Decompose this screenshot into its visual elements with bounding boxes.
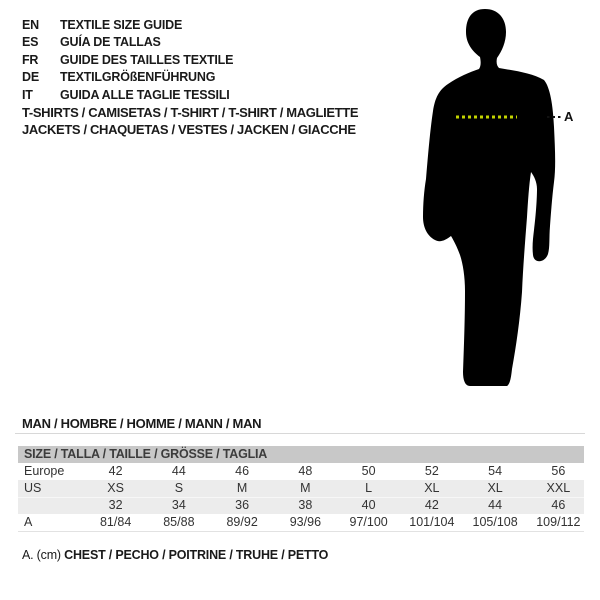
size-cell: 38: [298, 498, 313, 512]
lang-label: GUÍA DE TALLAS: [60, 35, 161, 50]
lang-code: FR: [22, 52, 39, 67]
footnote-text: CHEST / PECHO / POITRINE / TRUHE / PETTO: [64, 548, 329, 562]
lang-row-es: [22, 34, 233, 51]
size-cell: XL: [424, 481, 440, 495]
lang-code: IT: [22, 87, 33, 102]
size-cell: 42: [424, 498, 439, 512]
lang-row-de: [22, 69, 233, 86]
language-guide-list: [22, 17, 233, 104]
size-table-header: SIZE / TALLA / TAILLE / GRÖSSE / TAGLIA: [18, 446, 584, 463]
lang-code: DE: [22, 70, 39, 85]
category-line-tshirts: T-SHIRTS / CAMISETAS / T-SHIRT / T-SHIRT / MAGLIETTE: [22, 105, 359, 120]
row-label: [18, 497, 84, 514]
man-silhouette-image: [420, 5, 590, 395]
size-cell: 46: [551, 498, 566, 512]
size-cell: 54: [488, 464, 503, 478]
lang-label: GUIDA ALLE TAGLIE TESSILI: [60, 87, 230, 102]
table-row-europe: [18, 463, 584, 480]
size-cell: 105/108: [472, 515, 518, 529]
measurement-footnote: [22, 548, 328, 562]
category-line-jackets: JACKETS / CHAQUETAS / VESTES / JACKEN / GIACCHE: [22, 122, 356, 137]
table-row-uk: [18, 497, 584, 514]
table-row-chest-a: [18, 514, 584, 531]
size-cell: 48: [298, 464, 313, 478]
size-cell: 50: [361, 464, 376, 478]
garment-categories: [22, 104, 358, 138]
size-cell: 44: [488, 498, 503, 512]
row-label: Europe: [24, 464, 65, 478]
size-cell: 34: [171, 498, 186, 512]
size-cell: 36: [235, 498, 250, 512]
man-measurement-figure: [420, 5, 590, 395]
size-cell: 97/100: [349, 515, 388, 529]
size-cell: 81/84: [99, 515, 132, 529]
size-cell: 101/104: [409, 515, 455, 529]
lang-code: EN: [22, 18, 39, 32]
size-table: [18, 446, 584, 532]
lang-row-en: [22, 17, 233, 34]
size-cell: 44: [171, 464, 186, 478]
lang-code: ES: [22, 35, 39, 50]
man-silhouette: [423, 9, 555, 386]
horizontal-divider: [15, 433, 585, 434]
size-cell: XXL: [546, 481, 571, 495]
size-cell: 40: [361, 498, 376, 512]
size-cell: XS: [107, 481, 124, 495]
size-cell: 46: [235, 464, 250, 478]
size-cell: 85/88: [163, 515, 195, 529]
size-cell: 109/112: [536, 515, 581, 529]
size-cell: 42: [108, 464, 123, 478]
lang-label: TEXTILE SIZE GUIDE: [60, 18, 183, 32]
lang-label: GUIDE DES TAILLES TEXTILE: [60, 52, 234, 67]
footnote-prefix: A. (cm): [22, 548, 65, 562]
lang-row-it: [22, 87, 233, 104]
lang-row-fr: [22, 52, 233, 69]
size-cell: 52: [424, 464, 439, 478]
size-cell: 32: [108, 498, 123, 512]
table-row-us: [18, 480, 584, 497]
size-cell: L: [365, 481, 373, 495]
section-title-man: MAN / HOMBRE / HOMME / MANN / MAN: [22, 416, 262, 431]
size-cell: 89/92: [226, 515, 258, 529]
lang-label: TEXTILGRÖßENFÜHRUNG: [60, 70, 216, 85]
size-cell: 93/96: [289, 515, 322, 529]
size-cell: XL: [487, 481, 503, 495]
row-label: A: [24, 515, 33, 529]
measure-label-a: A: [564, 109, 574, 124]
size-cell: M: [236, 481, 248, 495]
size-cell: S: [174, 481, 184, 495]
size-cell: M: [300, 481, 311, 495]
row-label: US: [24, 481, 42, 495]
size-cell: 56: [551, 464, 566, 478]
